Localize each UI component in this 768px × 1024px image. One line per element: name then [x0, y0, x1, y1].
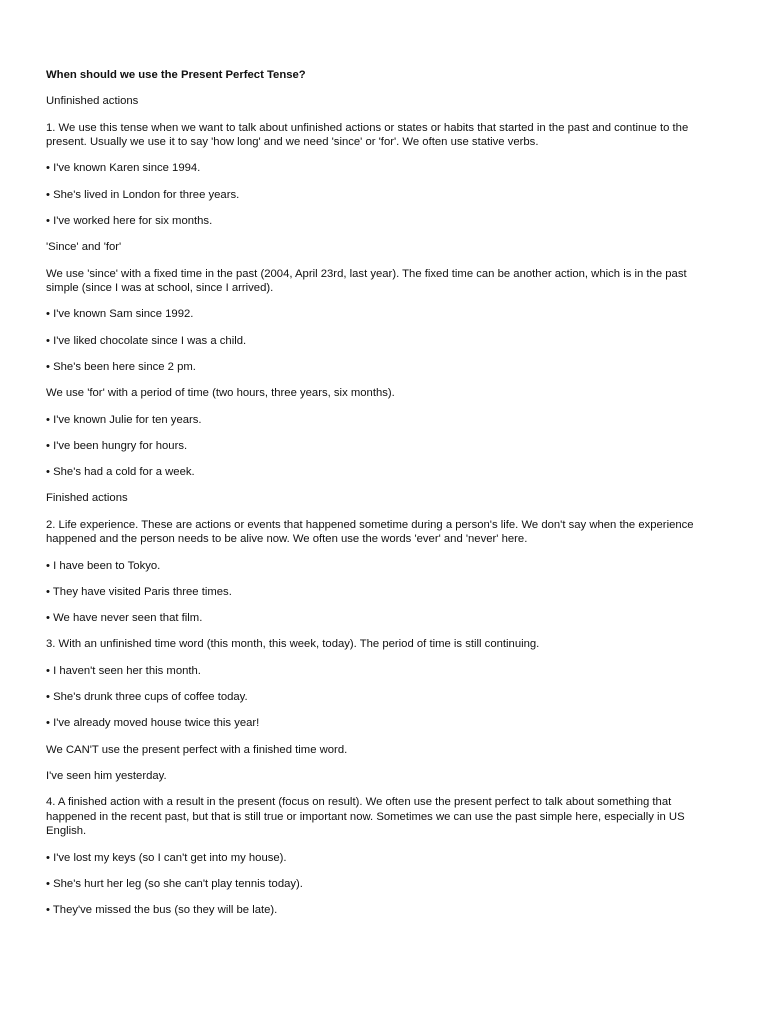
example-bullet: • I've liked chocolate since I was a child.	[46, 334, 247, 347]
example-bullet: • I've known Julie for ten years.	[46, 413, 202, 426]
example-bullet: • I've been hungry for hours.	[46, 439, 188, 452]
section-heading-finished-actions: Finished actions	[46, 492, 128, 505]
paragraph-rule-2: 2. Life experience. These are actions or events that happened sometime during a person's life. We don't say when the experience happened and the person needs to be alive now. We often use the words 'ever' and 'never' here.	[46, 518, 694, 546]
document-title: When should we use the Present Perfect Tense?	[46, 69, 306, 81]
paragraph-finished-time-word: We CAN'T use the present perfect with a finished time word.	[46, 743, 348, 756]
section-heading-since-and-for: 'Since' and 'for'	[46, 241, 122, 254]
example-bullet: • We have never seen that film.	[46, 612, 203, 625]
example-bullet: • I've known Sam since 1992.	[46, 308, 194, 321]
example-bullet: • I have been to Tokyo.	[46, 559, 161, 572]
example-bullet: • She's drunk three cups of coffee today.	[46, 691, 248, 704]
paragraph-rule-4: 4. A finished action with a result in the present (focus on result). We often use the present perfect to talk about something that happened in the recent past, but that is still true or important now. Sometimes we can use the past simple here, especially in US English.	[46, 796, 685, 838]
example-bullet: • I've known Karen since 1994.	[46, 162, 201, 175]
example-bullet: • They have visited Paris three times.	[46, 585, 232, 598]
example-incorrect-sentence: I've seen him yesterday.	[46, 769, 167, 782]
document-body	[46, 68, 722, 929]
example-bullet: • I've worked here for six months.	[46, 214, 213, 227]
example-bullet: • She's been here since 2 pm.	[46, 360, 196, 373]
example-bullet: • I haven't seen her this month.	[46, 664, 201, 677]
example-bullet: • They've missed the bus (so they will be late).	[46, 904, 278, 917]
section-heading-unfinished-actions: Unfinished actions	[46, 95, 139, 108]
example-bullet: • I've lost my keys (so I can't get into my house).	[46, 851, 287, 864]
paragraph-since-explanation: We use 'since' with a fixed time in the past (2004, April 23rd, last year). The fixed time can be another action, which is in the past simple (since I was at school, since I arrived).	[46, 267, 687, 295]
example-bullet: • She's had a cold for a week.	[46, 466, 195, 479]
example-bullet: • She's lived in London for three years.	[46, 188, 240, 201]
paragraph-for-explanation: We use 'for' with a period of time (two hours, three years, six months).	[46, 387, 395, 400]
paragraph-rule-3: 3. With an unfinished time word (this month, this week, today). The period of time is still continuing.	[46, 638, 540, 651]
example-bullet: • She's hurt her leg (so she can't play tennis today).	[46, 877, 303, 890]
paragraph-rule-1: 1. We use this tense when we want to talk about unfinished actions or states or habits that started in the past and continue to the present. Usually we use it to say 'how long' and we need 'since' or 'for'. We often use stative verbs.	[46, 121, 689, 149]
example-bullet: • I've already moved house twice this year!	[46, 717, 260, 730]
